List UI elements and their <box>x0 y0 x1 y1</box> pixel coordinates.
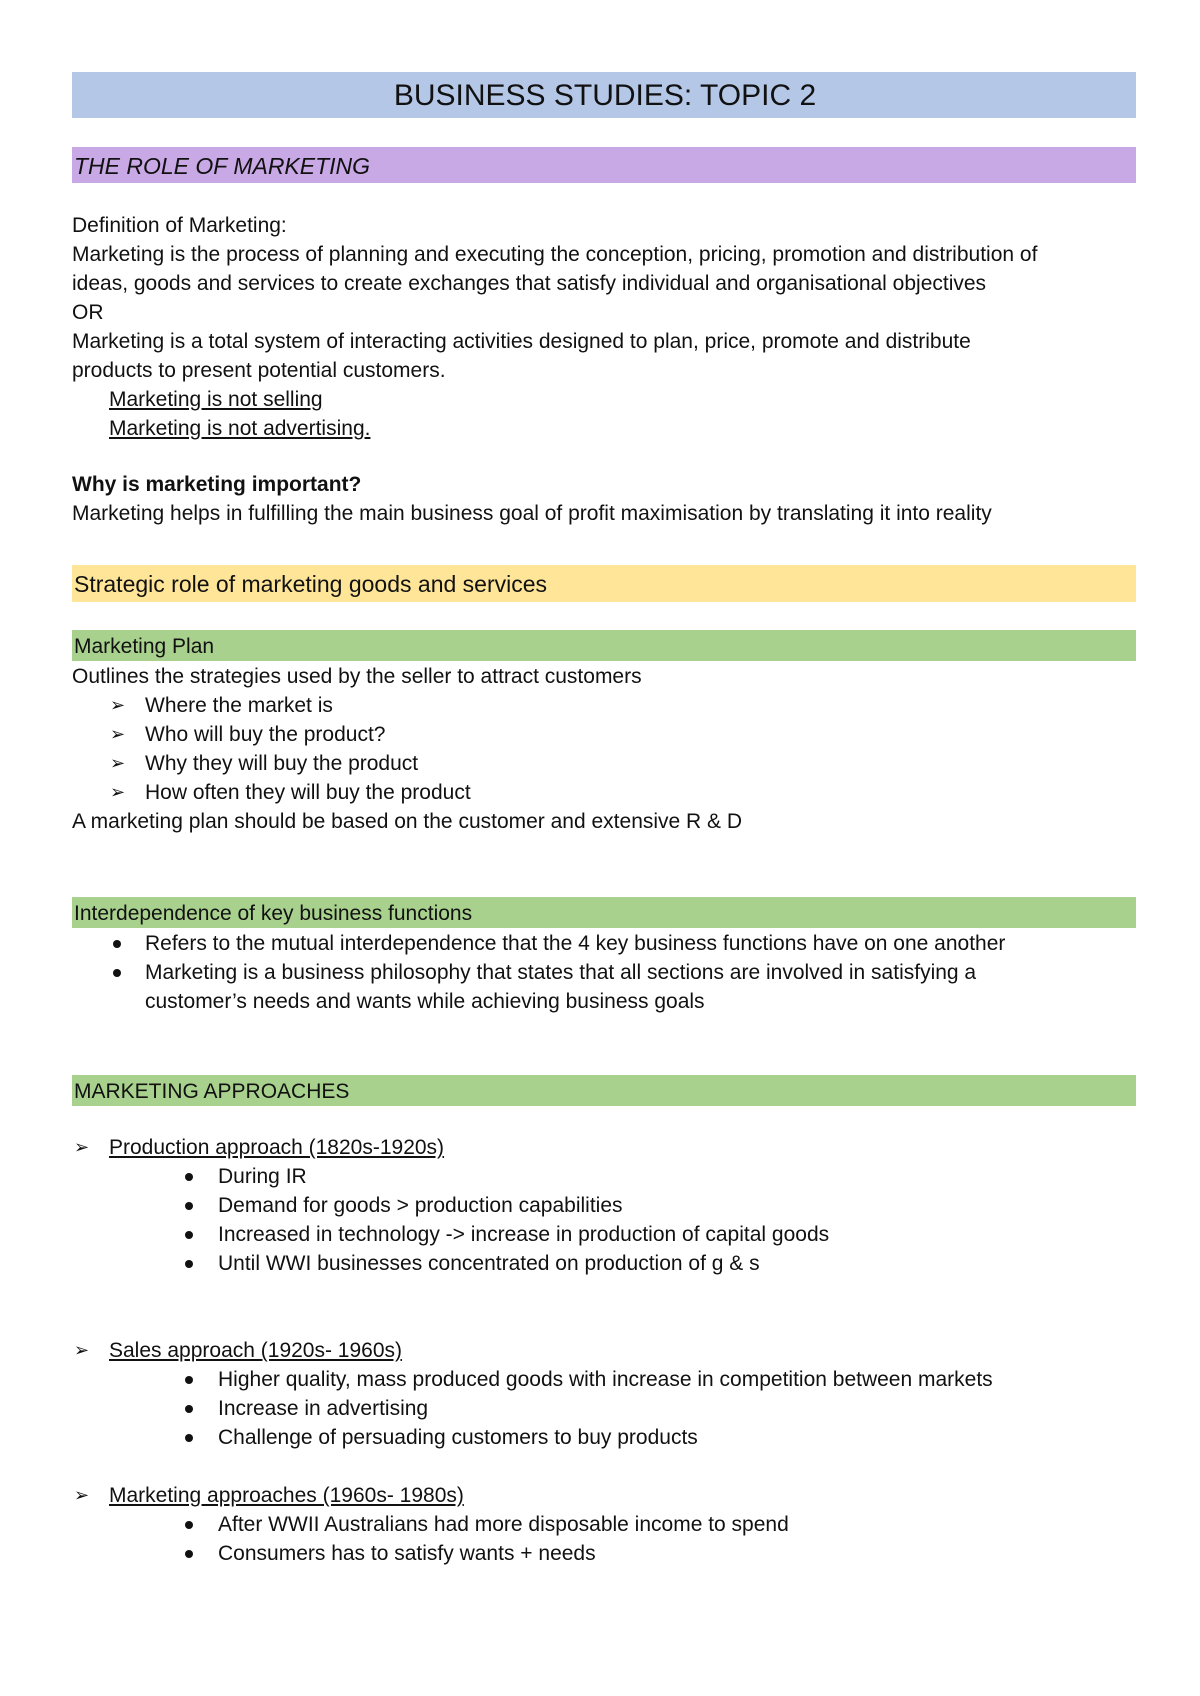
not-selling-note: Marketing is not selling <box>109 388 323 411</box>
arrowhead-bullet-icon: ➢ <box>74 1137 90 1157</box>
bullet-dot-icon <box>113 940 121 948</box>
plan-item: Why they will buy the product <box>145 752 419 775</box>
bullet-dot-icon <box>185 1202 193 1210</box>
sales-item: Challenge of persuading customers to buy products <box>218 1426 698 1449</box>
arrowhead-bullet-icon: ➢ <box>110 753 126 773</box>
bullet-dot-icon <box>185 1173 193 1181</box>
marketing-plan-outro: A marketing plan should be based on the customer and extensive R & D <box>72 810 743 833</box>
interdependence-item-1: Refers to the mutual interdependence that the 4 key business functions have on one another <box>145 932 1006 955</box>
production-item: Demand for goods > production capabilities <box>218 1194 623 1217</box>
production-approach-title: Production approach (1820s-1920s) <box>109 1136 445 1159</box>
marketing-plan-intro: Outlines the strategies used by the seller to attract customers <box>72 665 642 688</box>
bullet-dot-icon <box>185 1260 193 1268</box>
definition-1-line-1: Marketing is the process of planning and executing the conception, pricing, promotion and distribution of <box>72 243 1038 266</box>
bullet-dot-icon <box>185 1434 193 1442</box>
production-item: Until WWI businesses concentrated on production of g & s <box>218 1252 760 1275</box>
sales-approach-title: Sales approach (1920s- 1960s) <box>109 1339 403 1362</box>
marketing-item: Consumers has to satisfy wants + needs <box>218 1542 596 1565</box>
bullet-dot-icon <box>185 1521 193 1529</box>
arrowhead-bullet-icon: ➢ <box>110 782 126 802</box>
marketing-approaches-heading: MARKETING APPROACHES <box>72 1075 1136 1106</box>
strategic-role-heading: Strategic role of marketing goods and services <box>72 565 1136 602</box>
marketing-item: After WWII Australians had more disposable income to spend <box>218 1513 789 1536</box>
bullet-dot-icon <box>185 1231 193 1239</box>
sales-item: Higher quality, mass produced goods with increase in competition between markets <box>218 1368 993 1391</box>
why-important-heading: Why is marketing important? <box>72 473 362 496</box>
plan-item: Who will buy the product? <box>145 723 386 746</box>
production-item: During IR <box>218 1165 307 1188</box>
marketing-approach-title: Marketing approaches (1960s- 1980s) <box>109 1484 464 1507</box>
not-advertising-note: Marketing is not advertising. <box>109 417 371 440</box>
arrowhead-bullet-icon: ➢ <box>74 1340 90 1360</box>
arrowhead-bullet-icon: ➢ <box>110 695 126 715</box>
bullet-dot-icon <box>185 1376 193 1384</box>
role-of-marketing-heading: THE ROLE OF MARKETING <box>72 147 1136 183</box>
document-title: BUSINESS STUDIES: TOPIC 2 <box>72 72 1136 118</box>
plan-item: How often they will buy the product <box>145 781 471 804</box>
production-item: Increased in technology -> increase in production of capital goods <box>218 1223 830 1246</box>
or-text: OR <box>72 301 104 324</box>
plan-item: Where the market is <box>145 694 333 717</box>
bullet-dot-icon <box>185 1550 193 1558</box>
arrowhead-bullet-icon: ➢ <box>110 724 126 744</box>
interdependence-item-2-line-2: customer’s needs and wants while achieving business goals <box>145 990 705 1013</box>
marketing-plan-heading: Marketing Plan <box>72 630 1136 661</box>
definition-2-line-2: products to present potential customers. <box>72 359 446 382</box>
bullet-dot-icon <box>185 1405 193 1413</box>
sales-item: Increase in advertising <box>218 1397 429 1420</box>
bullet-dot-icon <box>113 969 121 977</box>
definition-2-line-1: Marketing is a total system of interacting activities designed to plan, price, promote and distribute <box>72 330 971 353</box>
interdependence-heading: Interdependence of key business functions <box>72 897 1136 928</box>
interdependence-item-2-line-1: Marketing is a business philosophy that states that all sections are involved in satisfying a <box>145 961 977 984</box>
why-important-text: Marketing helps in fulfilling the main business goal of profit maximisation by translating it into reality <box>72 502 992 525</box>
definition-1-line-2: ideas, goods and services to create exchanges that satisfy individual and organisational objectives <box>72 272 987 295</box>
arrowhead-bullet-icon: ➢ <box>74 1485 90 1505</box>
definition-label: Definition of Marketing: <box>72 214 287 237</box>
